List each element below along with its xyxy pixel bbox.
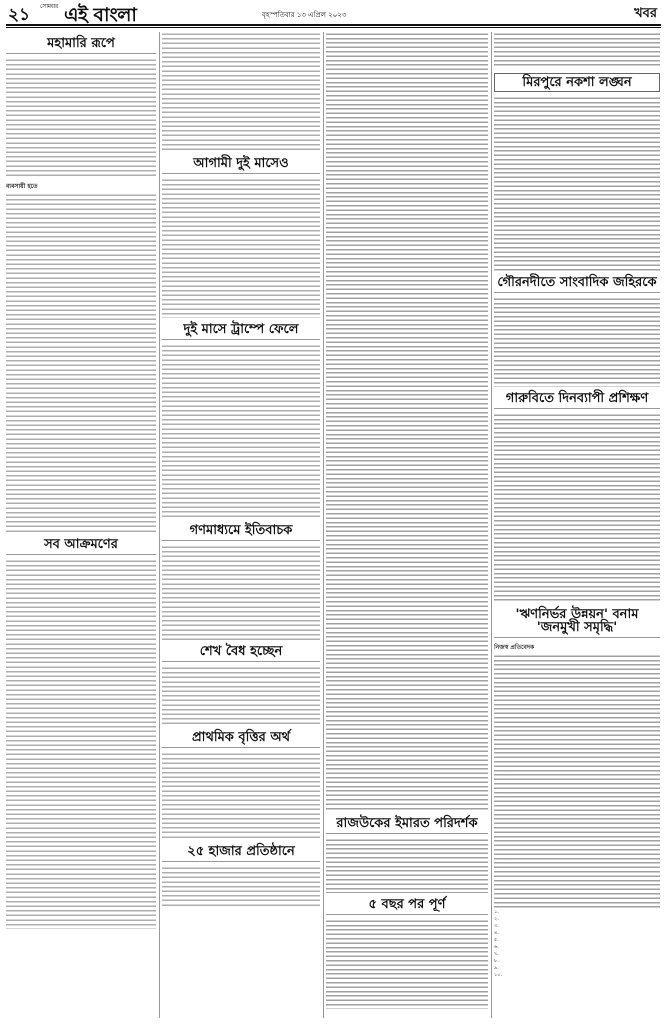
headline: ৫ বছর পর পূর্ণ: [326, 898, 488, 915]
article-body: [6, 559, 156, 929]
column-divider: [323, 32, 324, 1018]
list-item: ৫.: [494, 937, 499, 943]
brand-name: এই বাংলা: [63, 4, 137, 26]
list-item: ৬.: [494, 944, 499, 950]
article-body: [326, 32, 488, 812]
subheading: ব্যবসায়ী হতে: [6, 183, 38, 190]
article-body: [494, 96, 660, 271]
masthead-rule: [6, 24, 661, 26]
article-body: [162, 666, 320, 726]
article-body: [6, 58, 156, 178]
article-body: [326, 919, 488, 1009]
headline: রাজউকের ইমারত পরিদর্শক: [326, 817, 488, 834]
headline: গৌরনদীতে সাংবাদিক জহিরকে: [494, 276, 660, 293]
list-item: ৮.: [494, 958, 499, 964]
article-body: [162, 545, 320, 640]
article-body: [494, 654, 660, 909]
masthead: [0, 0, 667, 24]
headline: ২৫ হাজার প্রতিষ্ঠানে: [162, 845, 320, 862]
column-divider: [491, 32, 492, 1018]
masthead-rule-thin: [6, 27, 661, 28]
list-item: ১০.: [494, 972, 503, 978]
list-item: ৪.: [494, 930, 499, 936]
list-item: ৩.: [494, 923, 499, 929]
list-item: ১.: [494, 909, 499, 915]
headline: 'ঋণনির্ভর উন্নয়ন' বনাম 'জনমুখী সমৃদ্ধি': [494, 608, 660, 638]
brand-small: সোমবার: [40, 3, 58, 10]
headline: দুই মাসে ট্রাম্পে ফেলে: [162, 323, 320, 340]
headline: আগামী দুই মাসেও: [162, 157, 320, 174]
section-label: খবর: [634, 6, 657, 21]
list-item: ৯.: [494, 965, 499, 971]
article-body: [6, 193, 156, 533]
list-item: ৭.: [494, 951, 499, 957]
article-body: [162, 32, 320, 152]
article-body: [494, 413, 660, 603]
headline: গণমাধ্যমে ইতিবাচক: [162, 524, 320, 541]
numbered-list: [494, 909, 660, 979]
column-divider: [159, 32, 160, 1018]
column-2: [162, 32, 320, 1018]
byline: নিজস্ব প্রতিবেদক: [494, 644, 535, 651]
headline: গারুবিতে দিনব্যাপী প্রশিক্ষণ: [494, 392, 660, 409]
article-body: [162, 866, 320, 906]
column-1: [6, 32, 156, 1018]
headline: মহামারি রূপে: [6, 37, 156, 54]
article-body: [326, 838, 488, 893]
article-body: [162, 178, 320, 318]
headline: প্রাথমিক বৃত্তির অর্থ: [162, 731, 320, 748]
article-body: [162, 344, 320, 519]
article-body: [494, 32, 660, 68]
headline: সব আক্রমণের: [6, 538, 156, 555]
column-3: [326, 32, 488, 1018]
newspaper-logo: [40, 1, 136, 33]
article-body: [494, 297, 660, 387]
headline: শেখ বৈধ হচ্ছেন: [162, 645, 320, 662]
list-item: ২.: [494, 916, 499, 922]
column-4: [494, 32, 660, 1018]
page-number: ২১: [8, 5, 31, 25]
article-body: [162, 752, 320, 840]
headline: মিরপুরে নকশা লঙ্ঘন: [494, 73, 660, 92]
dateline: বৃহস্পতিবার ১৩ এপ্রিল ২০২৩: [262, 11, 347, 19]
